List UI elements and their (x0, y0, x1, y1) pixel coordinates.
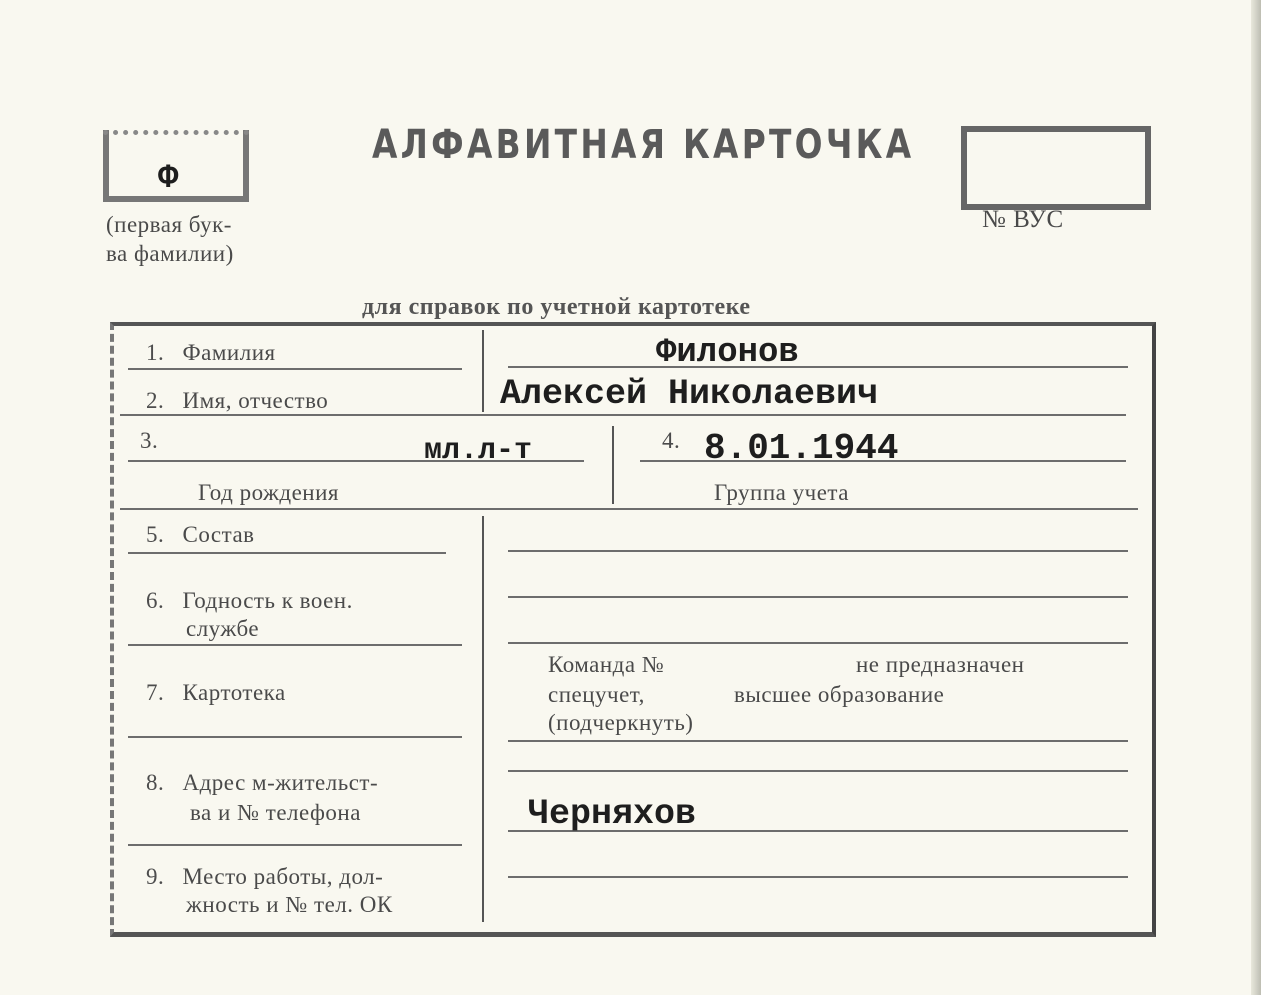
card-subtitle: для справок по учетной картотеке (362, 294, 751, 320)
rule-2 (120, 414, 1126, 416)
field-work-label (146, 864, 383, 890)
field-number: 7. (146, 680, 165, 705)
rule-7-right (508, 740, 1128, 742)
field-number: 1. (146, 340, 165, 365)
card-title: АЛФАВИТНАЯ КАРТОЧКА (372, 122, 915, 168)
first-letter-caption-2: ва фамилии) (106, 241, 234, 266)
field-surname-value: Филонов (656, 334, 799, 372)
card-edge (1251, 0, 1261, 995)
field-label: Адрес м-жительст- (182, 770, 379, 795)
first-letter-value: Ф (158, 160, 179, 198)
field-number: 6. (146, 588, 165, 613)
field-birth-number: 4. (662, 428, 681, 453)
field-label: Годность к воен. (182, 588, 353, 613)
field-number: 8. (146, 770, 165, 795)
field-file-text-1a: Команда № (548, 652, 665, 677)
rule-row3-bottom (120, 508, 1138, 510)
rule-5b-right (508, 596, 1128, 598)
field-label: Фамилия (182, 340, 276, 365)
field-file-text-2b: высшее образование (734, 682, 945, 707)
rule-7-left (128, 736, 462, 738)
field-fitness-label (146, 588, 353, 614)
field-file-label (146, 680, 286, 706)
field-label: Имя, отчество (182, 388, 329, 413)
field-file-text-2a: спецучет, (548, 682, 645, 707)
rule-1-left (128, 368, 462, 370)
field-surname-label (146, 340, 276, 366)
field-label: Картотека (182, 680, 286, 705)
field-work-label-2: жность и № тел. ОК (186, 892, 393, 917)
field-label: Состав (182, 522, 255, 547)
divider-top (482, 330, 484, 412)
field-number: 5. (146, 522, 165, 547)
field-rank-value: мл.л-т (424, 434, 533, 468)
field-composition-label (146, 522, 255, 548)
field-rank-number: 3. (140, 428, 159, 453)
field-name-label (146, 388, 328, 414)
field-birth-year-caption: Год рождения (198, 480, 339, 505)
rule-9-right (508, 876, 1128, 878)
rule-6-right (508, 642, 1128, 644)
field-address-label (146, 770, 378, 796)
vus-box (961, 126, 1151, 210)
field-address-label-2: ва и № телефона (190, 800, 361, 825)
rule-5-left (128, 552, 446, 554)
field-name-value: Алексей Николаевич (500, 374, 879, 414)
field-number: 2. (146, 388, 165, 413)
field-birth-value: 8.01.1944 (704, 428, 899, 469)
field-group-caption: Группа учета (714, 480, 849, 505)
field-file-text-3: (подчеркнуть) (548, 710, 694, 735)
field-address-value: Черняхов (528, 794, 697, 834)
rule-7b-right (508, 770, 1128, 772)
field-file-text-1b: не предназначен (856, 652, 1025, 677)
field-fitness-label-2: службе (186, 616, 260, 641)
rule-1-right (508, 366, 1128, 368)
vus-label: № ВУС (982, 206, 1064, 233)
rule-8-left (128, 844, 462, 846)
first-letter-caption-1: (первая бук- (106, 212, 232, 237)
field-label: Место работы, дол- (182, 864, 384, 889)
rule-5-right (508, 550, 1128, 552)
rule-6-left (128, 644, 462, 646)
divider-bottom (482, 516, 484, 922)
divider-row3 (612, 426, 614, 504)
field-number: 9. (146, 864, 165, 889)
